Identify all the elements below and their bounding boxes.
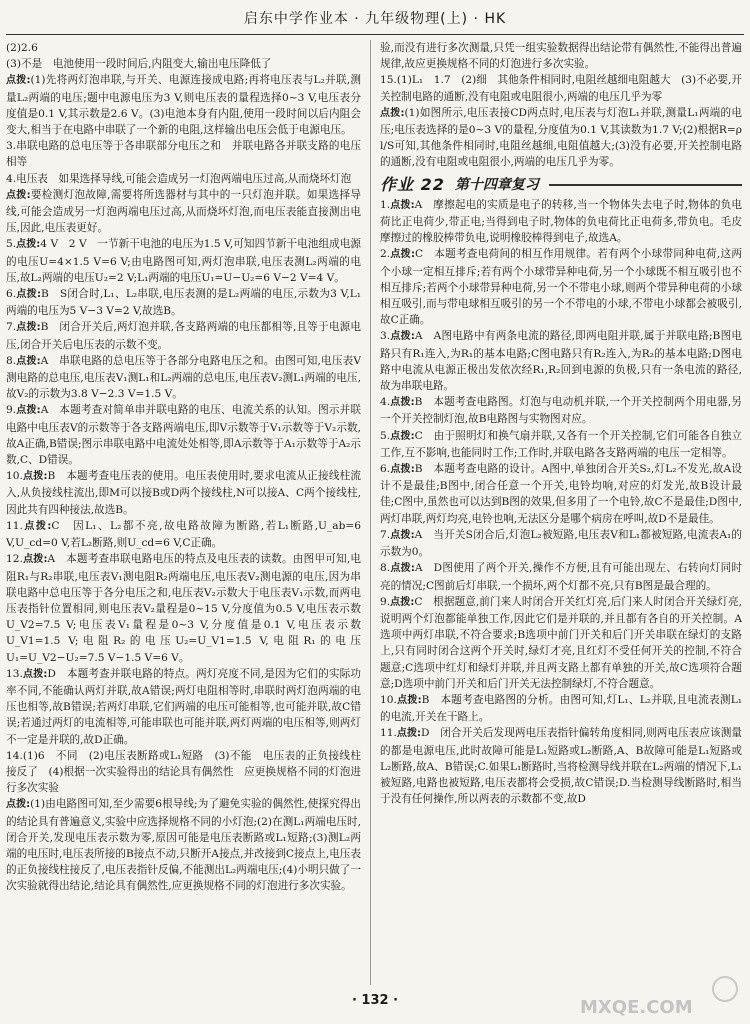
answer-text: (3)不是 电池使用一段时间后,内阻变大,输出电压降低了	[6, 58, 272, 71]
answer-text: D 闭合开关后发现两电压表指针偏转角度相同,则两电压表应该测量的都是电源电压,此时故障可能是L₁短路或L₂断路,A、B故障可能是L₁短路或L₂断路,故A、B错误;C.如果L₁断路时,当将检测导线并联在L₂两端的情况下,L₁被短路,电路也被短路,电压表都将会受损,故C错误;D.当检测导线断路时,相当于没有任何操作,所以两表的示数都不变,故D	[380, 727, 742, 806]
hint-keyword: 点拨:	[390, 397, 415, 409]
answer-text: (1)L₁ 1.7 (2)细 其他条件相同时,电阻丝越细电阻越大 (3)不必要,开关控制电路的通断,没有电阻或电阻很小,两端的电压几乎为零	[380, 74, 742, 103]
answer-text: (1)先将两灯泡串联,与开关、电源连接成电路;再将电压表与L₂并联,测量L₂两端的电压;题中电源电压为3 V,则电压表的量程选择0~3 V,电压表分度值是0.1 V,其示数是2.6 V。(3)电池本身有内阻,使用一段时间以后内阻会变大,相当于在电路中串联了一个新的电阻,这样输出电压会低于电源电压。	[6, 74, 361, 137]
hint-keyword: 点拨:	[6, 799, 31, 811]
question-number: 7.	[380, 528, 391, 541]
hint-keyword: 点拨:	[390, 331, 415, 343]
answer-text: (1)如图所示,电压表接CD两点时,电压表与灯泡L₁并联,测量L₁两端的电压;电压表选择的是0~3 V的量程,分度值为0.1 V,其读数为1.7 V;(2)根据R=ρ l/S可知,其他条件相同时,电阻丝越细,电阻值越大;(3)没有必要,开关控制电路的通断,没有电阻或电阻很小,两端的电压几乎为零。	[380, 106, 742, 169]
question-number: 14.	[6, 749, 23, 762]
question-number: 3.	[6, 140, 17, 153]
question-number: 6.	[6, 288, 17, 301]
right-entries-before	[380, 40, 742, 171]
watermark-icon	[570, 975, 745, 1020]
question-number: 15.	[380, 74, 397, 87]
answer-text: C 因L₁、L₂都不亮,故电路故障为断路,若L₁断路,U_ab=6 V,U_cd=0 V,若L₂断路,则U_cd=6 V,C正确。	[6, 519, 361, 550]
answer-entry	[6, 796, 361, 894]
answer-text: 串联电路的总电压等于各串联部分电压之和 并联电路各并联支路的电压相等	[6, 140, 361, 169]
column-divider	[370, 40, 371, 985]
answer-text: 要检测灯泡故障,需要将所选器材与其中的一只灯泡并联。如果选择导线,可能会造成另一灯泡两端电压过高,从而烧坏灯泡,而电压表能直接测出电压,因此,电压表更好。	[6, 188, 361, 235]
answer-text: C 由于照明灯和换气扇并联,又各有一个开关控制,它们可能各自独立工作,互不影响,也能同时工作;工作时,并联电路各支路两端的电压一定相等。	[380, 429, 742, 459]
question-number: 10.	[6, 470, 23, 483]
page-number: · 132 ·	[351, 993, 399, 1008]
question-number: 3.	[380, 330, 391, 343]
hint-keyword: 点拨:	[390, 430, 415, 442]
answer-text: A 当开关S闭合后,灯泡L₂被短路,电压表V和L₁都被短路,电流表A₁的示数为0。	[380, 528, 742, 559]
answer-entry	[6, 72, 361, 138]
answer-text: A 摩擦起电的实质是电子的转移,当一个物体失去电子时,物体的负电荷比正电荷少,带正电;当得到电子时,物体的负电荷比正电荷多,带负电。毛皮摩擦过的橡胶棒带负电,说明橡胶棒得到电子,故选A。	[380, 198, 742, 245]
hint-keyword: 点拨:	[396, 694, 422, 706]
page-header	[0, 8, 750, 34]
answer-entry	[380, 560, 742, 593]
answer-entry	[380, 692, 742, 725]
hint-keyword: 点拨:	[22, 520, 52, 532]
answer-entry	[6, 748, 361, 797]
answer-text: A 本题考查串联电路电压的特点及电压表的读数。由图甲可知,电阻R₁与R₂串联,电压表V₁测电阻R₂两端电压,电压表V₂测电源的电压,因为串联电路中总电压等于各分电压之和,电压表V₂示数大于电压表V₁示数,而两电压表指针位置相同,则电压表V₂量程是0~15 V,分度值为0.5 V,电压表示数U_V2=7.5 V;电压表V₁量程是0~3 V,分度值是0.1 V,电压表示数U_V1=1.5 V;电阻R₂的电压U₂=U_V1=1.5 V,电阻R₁的电压U₁=U_V2−U₂=7.5 V−1.5 V=6 V。	[6, 553, 361, 664]
answer-text: B 闭合开关后,两灯泡并联,各支路两端的电压都相等,且等于电源电压,闭合开关后电压表的示数不变。	[6, 321, 361, 351]
hint-keyword: 点拨:	[22, 668, 48, 680]
section-rule	[549, 184, 742, 186]
answer-entry	[6, 171, 361, 187]
question-number: 6.	[380, 463, 391, 476]
question-number: 13.	[6, 667, 23, 680]
hint-keyword: 点拨:	[16, 405, 41, 417]
answer-entry	[6, 187, 361, 237]
hint-keyword: 点拨:	[390, 529, 415, 541]
answer-entry	[380, 72, 742, 104]
question-number: 5.	[6, 238, 17, 251]
hint-keyword: 点拨:	[16, 322, 41, 334]
right-entries-after	[380, 197, 742, 808]
answer-entry	[380, 725, 742, 807]
answer-text: (2)2.6	[6, 42, 38, 54]
hint-keyword: 点拨:	[390, 596, 415, 608]
answer-text: 验,而没有进行多次测量,只凭一组实验数据得出结论带有偶然性,不能得出普遍规律,故应更换规格不同的灯泡进行多次实验。	[380, 42, 742, 71]
question-number: 9.	[380, 595, 391, 608]
question-number: 5.	[380, 429, 391, 442]
question-number: 12.	[6, 553, 23, 566]
answer-entry	[380, 246, 742, 328]
answer-text: A A图电路中有两条电流的路径,即两电阻并联,属于并联电路;B图电路只有R₁连入,为R₁的基本电路;C图电路只有R₂连入,为R₂的基本电路;D图电路中电流从电源正极出发依次经R₁,R₂回到电源的负极,只有一条电流的路径,故为串联电路。	[380, 330, 742, 393]
answer-entry	[6, 40, 361, 56]
answer-entry	[6, 138, 361, 170]
answer-text: A D图使用了两个开关,操作不方便,且有可能出现左、右转向灯同时亮的情况;C图前后灯串联,一个损坏,两个灯都不亮,只有B图是最合理的。	[380, 562, 742, 592]
hint-keyword: 点拨:	[380, 107, 405, 119]
question-number: 7.	[6, 321, 17, 334]
hint-keyword: 点拨:	[390, 249, 415, 261]
answer-entry	[380, 527, 742, 560]
hint-keyword: 点拨:	[390, 199, 415, 211]
left-column	[6, 40, 361, 990]
question-number: 11.	[6, 519, 23, 532]
hint-keyword: 点拨:	[396, 728, 422, 740]
answer-entry	[380, 594, 742, 692]
question-number: 11.	[380, 727, 397, 740]
header-rule	[6, 34, 744, 35]
answer-text: C 根据题意,前门来人时闭合开关红灯亮,后门来人时闭合开关绿灯亮,说明两个灯泡都能单独工作,因此它们是并联的,并且都有各自的开关控制。A选项中两灯串联,不符合要求;B选项中前门开关和后门开关串联在绿灯的支路上,只有同时闭合这两个开关时,绿灯才亮,且红灯不受任何开关的控制,不符合题意;C选项中红灯和绿灯并联,并且两支路上都有单独的开关,故C选项符合题意;D选项中前门开关和后门开关无法控制绿灯,不符合题意。	[380, 595, 742, 690]
question-number: 4.	[6, 172, 17, 185]
question-number: 8.	[380, 562, 391, 575]
answer-entry	[6, 518, 361, 551]
answer-text: 电压表 如果选择导线,可能会造成另一灯泡两端电压过高,从而烧坏灯泡	[16, 172, 352, 185]
watermark-logo	[570, 975, 745, 1020]
hint-keyword: 点拨:	[16, 289, 41, 301]
answer-entry	[380, 461, 742, 527]
answer-entry	[6, 319, 361, 352]
question-number: 9.	[6, 404, 17, 417]
answer-text: C 本题考查电荷间的相互作用规律。若有两个小球带同种电荷,这两个小球一定相互排斥;若有两个小球带异种电荷,另一个小球既不相互吸引也不相互排斥;若两个小球带异种电荷,另一个不带电小球,则两个带异种电荷的小球相互吸引,而与带电球相互吸引的另一个不带电的小球,不带电小球都会被吸引,故C正确。	[380, 248, 742, 327]
answer-text: B 本题考查电路图的分析。由图可知,灯L₁、L₂并联,且电流表测L₁的电流,开关在干路上。	[380, 693, 742, 724]
answer-entry	[6, 236, 361, 286]
question-number: 4.	[380, 396, 391, 409]
answer-text: B 本题考查电路的设计。A图中,单独闭合开关S₂,灯L₂不发光,故A设计不是最佳;B图中,闭合任意一个开关,电铃均响,对应的灯发光,故B设计最佳;C图中,虽然也可以达到B图的效果,但多用了一个电铃,故C不是最佳;D图中,两灯串联,两灯均亮,电铃也响,无法区分是哪个病房在呼叫,故D不是最佳。	[380, 463, 742, 525]
question-number: 1.	[380, 198, 391, 211]
watermark-text: MXQE.COM	[580, 997, 693, 1018]
header-title: 启东中学作业本 · 九年级物理(上) · HK	[243, 11, 507, 27]
answer-entry	[380, 105, 742, 171]
answer-entry	[6, 666, 361, 748]
hint-keyword: 点拨:	[16, 355, 41, 367]
question-number: 2.	[380, 248, 391, 261]
answer-entry	[6, 468, 361, 518]
section-label: 作业 22	[380, 174, 445, 194]
hint-keyword: 点拨:	[6, 189, 31, 201]
hint-keyword: 点拨:	[22, 471, 48, 483]
answer-entry	[6, 286, 361, 319]
answer-entry	[6, 551, 361, 665]
hint-keyword: 点拨:	[390, 563, 415, 575]
answer-text: 4 V 2 V 一节新干电池的电压为1.5 V,可知四节新干电池组成电源的电压U=4×1.5 V=6 V;由电路图可知,两灯泡串联,电压表测L₂两端的电压,故L₂两端的电压U₂=2 V;L₁两端的电压U₁=U−U₂=6 V−2 V=4 V。	[6, 238, 361, 284]
answer-text: (1)由电路图可知,至少需要6根导线;为了避免实验的偶然性,使探究得出的结论具有普遍意义,实验中应选择规格不同的小灯泡;(2)在测L₁两端电压时,闭合开关,发现电压表示数为零,原因可能是电压表断路或L₁短路;(3)测L₂两端的电压时,电压表所接的B接点不动,只断开A接点,并改接到C接点上,电压表的正负接线柱接反了,电压表指针反偏,不能测出L₂两端电压;(4)小明只做了一次实验就得出结论,结论具有偶然性,应更换规格不同的灯泡进行多次实验。	[6, 798, 361, 893]
right-column	[380, 40, 742, 990]
hint-keyword: 点拨:	[22, 554, 48, 566]
answer-text: B S闭合时,L₁、L₂串联,电压表测的是L₂两端的电压,示数为3 V,L₁两端的电压为5 V−3 V=2 V,故选B。	[6, 288, 361, 318]
answer-entry	[380, 428, 742, 461]
answer-entry	[6, 402, 361, 468]
answer-text: D 本题考查并联电路的特点。两灯亮度不同,是因为它们的实际功率不同,不能确认两灯并联,故A错误;两灯电阻相等时,串联时两灯泡两端的电压也相等,故B错误;若两灯串联,它们两端的电压可能相等,也可能并联,故C错误;若通过两灯的电流相等,可能串联也可能并联,两灯两端的电压相等,则两灯不一定是并联的,故D正确。	[6, 667, 361, 746]
answer-text: A 串联电路的总电压等于各部分电路电压之和。由图可知,电压表V测电路的总电压,电压表V₁测L₁和L₂两端的总电压,电压表V₂测L₁两端的电压,故V₂的示数为3.8 V−2.3 V=1.5 V。	[6, 354, 361, 401]
hint-keyword: 点拨:	[6, 75, 31, 87]
question-number: 10.	[380, 693, 397, 706]
section-heading	[380, 174, 742, 194]
answer-text: A 本题考查对简单串并联电路的电压、电流关系的认知。图示并联电路中电压表V的示数等于各支路两端电压,即V示数等于V₁示数等于V₂示数,故A正确,B错误;图示串联电路中电流处处相等,即A示数等于A₁示数等于A₂示数,C、D错误。	[6, 404, 361, 467]
answer-entry	[380, 197, 742, 247]
answer-entry	[6, 353, 361, 403]
answer-entry	[380, 40, 742, 72]
hint-keyword: 点拨:	[390, 464, 415, 476]
section-title: 第十四章复习	[454, 176, 539, 193]
answer-entry	[380, 394, 742, 427]
answer-text: (1)6 不同 (2)电压表断路或L₁短路 (3)不能 电压表的正负接线柱接反了 (4)根据一次实验得出的结论具有偶然性 应更换规格不同的灯泡进行多次实验	[6, 749, 361, 795]
answer-text: B 本题考查电路图。灯泡与电动机并联,一个开关控制两个用电器,另一个开关控制灯泡,故B电路图与实物图对应。	[380, 396, 742, 426]
answer-entry	[6, 56, 361, 72]
hint-keyword: 点拨:	[16, 239, 41, 251]
question-number: 8.	[6, 354, 17, 367]
answer-text: B 本题考查电压表的使用。电压表使用时,要求电流从正接线柱流入,从负接线柱流出,即M可以接B或D两个接线柱,N可以接A、C两个接线柱,因此共有四种接法,故选B。	[6, 470, 361, 516]
answer-entry	[380, 328, 742, 394]
